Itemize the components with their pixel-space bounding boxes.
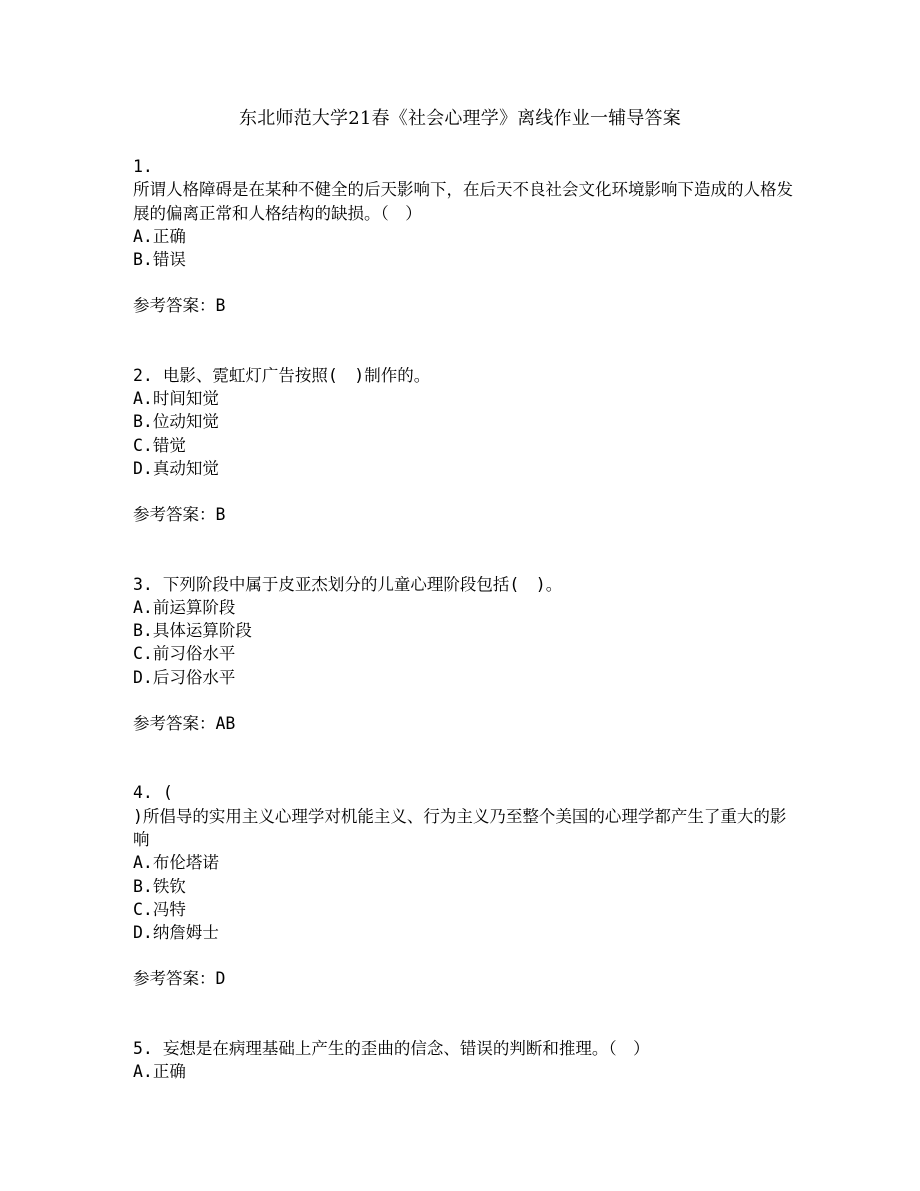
reference-answer bbox=[133, 712, 793, 735]
option-c: C.错觉 bbox=[133, 435, 186, 455]
option-d: D.纳詹姆士 bbox=[133, 923, 219, 943]
question-stem bbox=[133, 573, 793, 596]
option-b: B.位动知觉 bbox=[133, 412, 219, 432]
question-number: 2. bbox=[133, 365, 153, 385]
option-b: B.错误 bbox=[133, 250, 186, 270]
question-text: 下列阶段中属于皮亚杰划分的儿童心理阶段包括( )。 bbox=[162, 574, 563, 594]
question-number: 3. bbox=[133, 574, 153, 594]
reference-answer bbox=[133, 294, 793, 317]
question-4 bbox=[133, 781, 793, 990]
option-b: B.具体运算阶段 bbox=[133, 621, 252, 641]
reference-answer bbox=[133, 967, 793, 990]
question-number: 5. bbox=[133, 1038, 153, 1058]
option-a: A.正确 bbox=[133, 226, 186, 246]
answer-value: D bbox=[215, 969, 226, 989]
question-number: 1. bbox=[133, 157, 153, 176]
question-1 bbox=[133, 155, 793, 318]
question-5 bbox=[133, 1037, 793, 1084]
answer-label: 参考答案： bbox=[133, 714, 216, 734]
document-title: 东北师范大学21春《社会心理学》离线作业一辅导答案 bbox=[239, 108, 681, 129]
question-number-line bbox=[133, 781, 793, 804]
question-2 bbox=[133, 364, 793, 527]
option-d: D.真动知觉 bbox=[133, 458, 219, 478]
reference-answer bbox=[133, 503, 793, 526]
question-stem-open: ( bbox=[162, 783, 173, 803]
option-b: B.铁钦 bbox=[133, 876, 186, 896]
question-list bbox=[133, 155, 793, 1083]
answer-label: 参考答案： bbox=[133, 296, 216, 316]
answer-value: B bbox=[215, 296, 226, 316]
question-stem: )所倡导的实用主义心理学对机能主义、行为主义乃至整个美国的心理学都产生了重大的影响 bbox=[133, 806, 787, 849]
question-3 bbox=[133, 573, 793, 736]
question-number: 4. bbox=[133, 783, 153, 803]
option-c: C.冯特 bbox=[133, 899, 186, 919]
option-a: A.前运算阶段 bbox=[133, 597, 236, 617]
option-a: A.正确 bbox=[133, 1062, 186, 1082]
question-text: 妄想是在病理基础上产生的歪曲的信念、错误的判断和推理。（ ） bbox=[162, 1038, 650, 1058]
question-stem: 所谓人格障碍是在某种不健全的后天影响下，在后天不良社会文化环境影响下造成的人格发展的偏离正常和人格结构的缺损。（ ） bbox=[133, 180, 793, 223]
option-d: D.后习俗水平 bbox=[133, 667, 236, 687]
option-a: A.布伦塔诺 bbox=[133, 853, 219, 873]
question-text: 电影、霓虹灯广告按照( )制作的。 bbox=[162, 365, 431, 385]
option-c: C.前习俗水平 bbox=[133, 644, 236, 664]
answer-value: AB bbox=[215, 714, 236, 734]
question-stem bbox=[133, 1037, 793, 1060]
answer-label: 参考答案： bbox=[133, 969, 216, 989]
answer-value: B bbox=[215, 505, 226, 525]
option-a: A.时间知觉 bbox=[133, 389, 219, 409]
answer-label: 参考答案： bbox=[133, 505, 216, 525]
question-stem bbox=[133, 364, 793, 387]
